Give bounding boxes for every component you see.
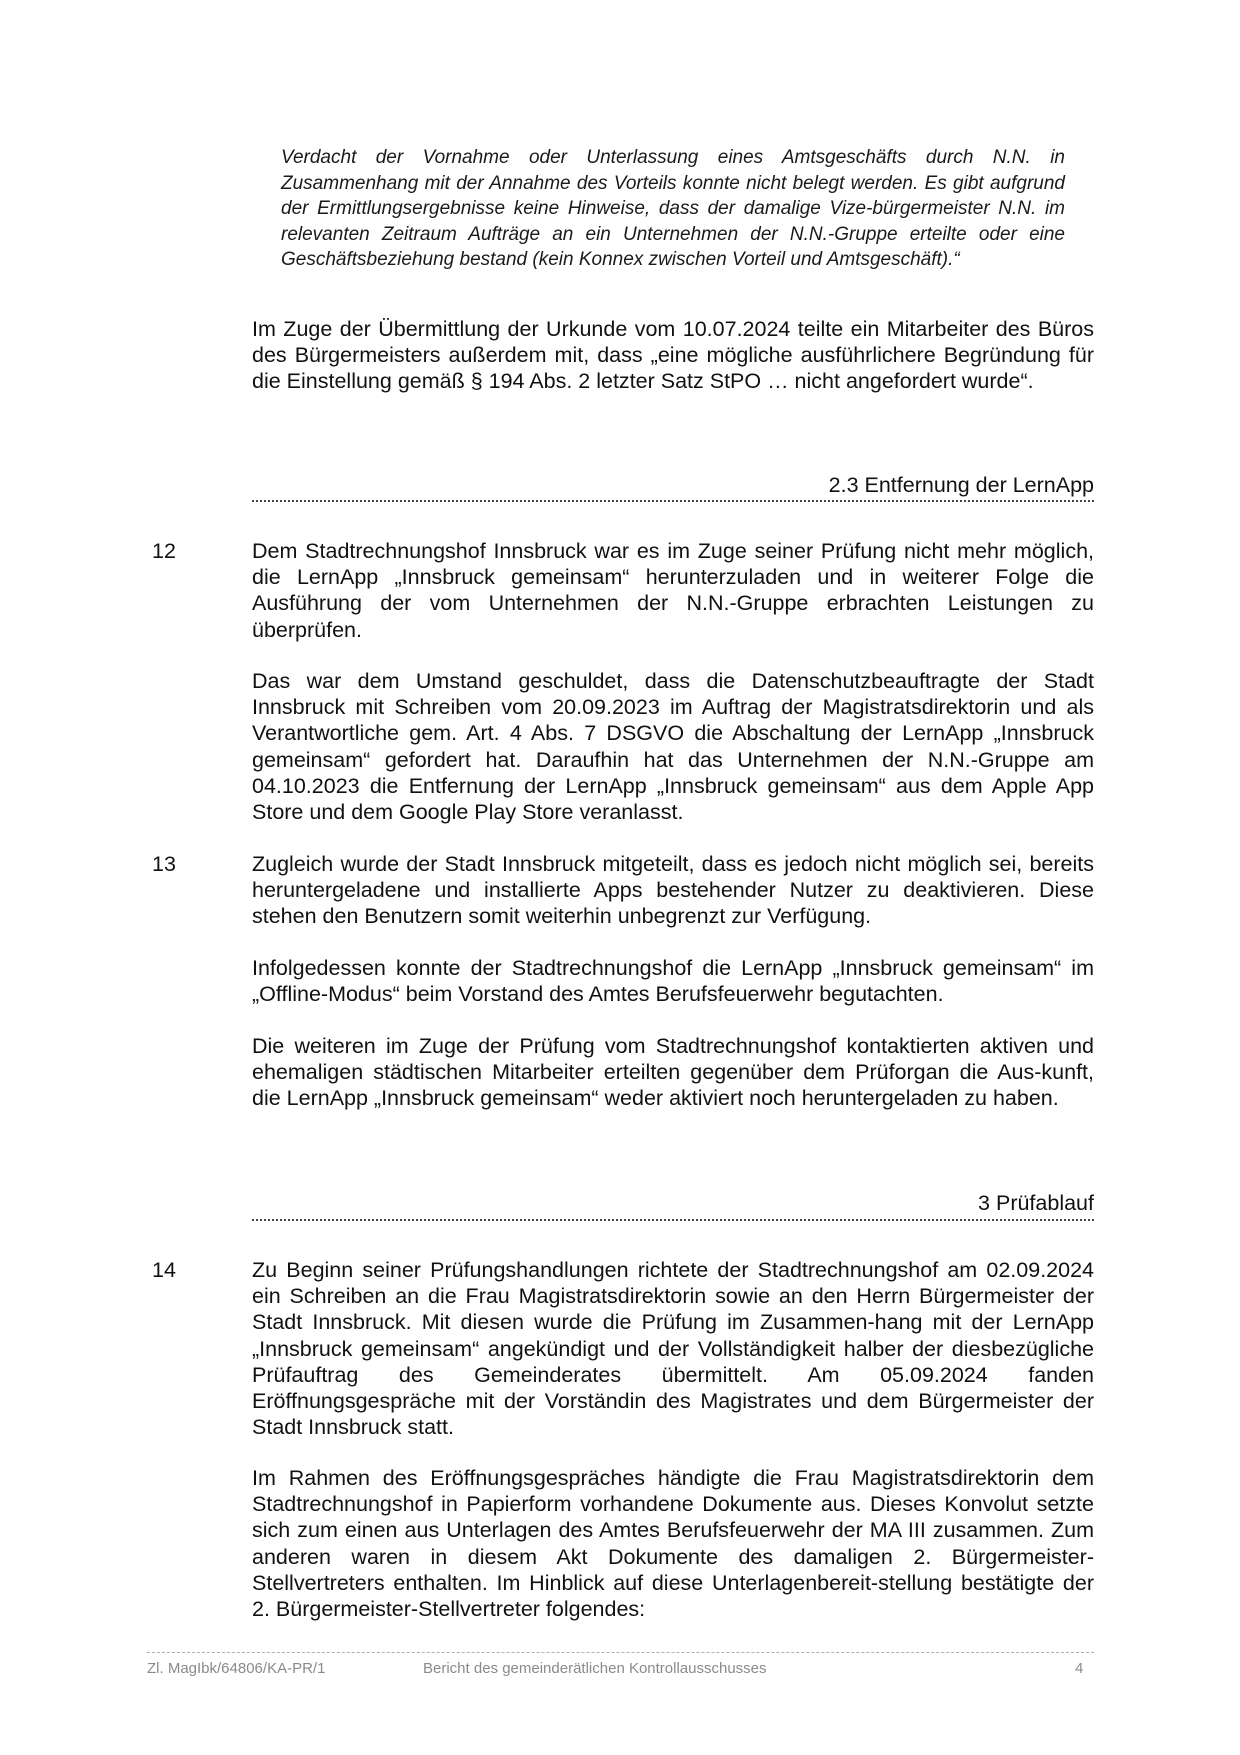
footer-reference: Zl. MagIbk/64806/KA-PR/1 — [147, 1660, 326, 1677]
quoted-text: Verdacht der Vornahme oder Unterlassung eines Amtsgeschäfts durch N.N. in Zusammenhang mit der Annahme des Vorteils konnte nicht belegt werden. Es gibt aufgrund der Ermittlungsergebnisse keine Hinweise, dass der damalige Vize-bürgermeister N.N. im relevanten Zeitraum Aufträge an ein Unternehmen der N.N.-Gruppe erteilte oder eine Geschäftsbeziehung bestand (kein Konnex zwischen Vorteil und Amtsgeschäft).“ — [281, 147, 1065, 271]
paragraph-12-part-2: Das war dem Umstand geschuldet, dass die Datenschutzbeauftragte der Stadt Innsbruck mit Schreiben vom 20.09.2023 im Auftrag der Magistratsdirektorin und als Verantwortliche gem. Art. 4 Abs. 7 DSGVO die Abschaltung der LernApp „Innsbruck gemeinsam“ gefordert hat. Daraufhin hat das Unternehmen der N.N.-Gruppe am 04.10.2023 die Entfernung der LernApp „Innsbruck gemeinsam“ aus dem Apple App Store und dem Google Play Store veranlasst. — [252, 669, 1094, 825]
paragraph-13-part-1: Zugleich wurde der Stadt Innsbruck mitgeteilt, dass es jedoch nicht möglich sei, bereits heruntergeladene und installierte Apps bestehender Nutzer zu deaktivieren. Diese stehen den Benutzern somit weiterhin unbegrenzt zur Verfügung. — [252, 852, 1094, 929]
paragraph-number-12: 12 — [152, 539, 176, 563]
paragraph-number-14: 14 — [152, 1258, 176, 1282]
footer-title: Bericht des gemeinderätlichen Kontrollausschusses — [423, 1660, 767, 1677]
section-heading-3: 3 Prüfablauf — [978, 1191, 1094, 1215]
paragraph-13-part-2: Infolgedessen konnte der Stadtrechnungshof die LernApp „Innsbruck gemeinsam“ im „Offline-Modus“ beim Vorstand des Amtes Berufsfeuerwehr begutachten. — [252, 956, 1094, 1007]
paragraph-14-part-2: Im Rahmen des Eröffnungsgespräches händigte die Frau Magistratsdirektorin dem Stadtrechnungshof in Papierform vorhandene Dokumente aus. Dieses Konvolut setzte sich zum einen aus Unterlagen des Amtes Berufsfeuerwehr der MA III zusammen. Zum anderen waren in diesem Akt Dokumente des damaligen 2. Bürgermeister-Stellvertreters enthalten. Im Hinblick auf diese Unterlagenbereit-stellung bestätigte der 2. Bürgermeister-Stellvertreter folgendes: — [252, 1466, 1094, 1622]
paragraph-14-part-1: Zu Beginn seiner Prüfungshandlungen richtete der Stadtrechnungshof am 02.09.2024 ein Schreiben an die Frau Magistratsdirektorin sowie an den Herrn Bürgermeister der Stadt Innsbruck. Mit diesen wurde die Prüfung im Zusammen-hang mit der LernApp „Innsbruck gemeinsam“ angekündigt und der Vollständigkeit halber der diesbezügliche Prüfauftrag des Gemeinderates übermittelt. Am 05.09.2024 fanden Eröffnungsgespräche mit der Vorständin des Magistrates und dem Bürgermeister der Stadt Innsbruck statt. — [252, 1258, 1094, 1440]
paragraph-13-part-3: Die weiteren im Zuge der Prüfung vom Stadtrechnungshof kontaktierten aktiven und ehemaligen städtischen Mitarbeiter erteilten gegenüber dem Prüforgan die Aus-kunft, die LernApp „Innsbruck gemeinsam“ weder aktiviert noch heruntergeladen zu haben. — [252, 1034, 1094, 1111]
footer-divider — [147, 1652, 1094, 1653]
page-number: 4 — [1075, 1660, 1084, 1677]
section-heading-2-3: 2.3 Entfernung der LernApp — [828, 473, 1094, 497]
section-divider-3 — [252, 1219, 1094, 1221]
paragraph-number-13: 13 — [152, 852, 176, 876]
paragraph-12-part-1: Dem Stadtrechnungshof Innsbruck war es im Zuge seiner Prüfung nicht mehr möglich, die LernApp „Innsbruck gemeinsam“ herunterzuladen und in weiterer Folge die Ausführung der vom Unternehmen der N.N.-Gruppe erbrachten Leistungen zu überprüfen. — [252, 539, 1094, 642]
section-divider-2-3 — [252, 500, 1094, 502]
intro-paragraph: Im Zuge der Übermittlung der Urkunde vom 10.07.2024 teilte ein Mitarbeiter des Büros des Bürgermeisters außerdem mit, dass „eine mögliche ausführlichere Begründung für die Einstellung gemäß § 194 Abs. 2 letzter Satz StPO … nicht angefordert wurde“. — [252, 317, 1094, 394]
